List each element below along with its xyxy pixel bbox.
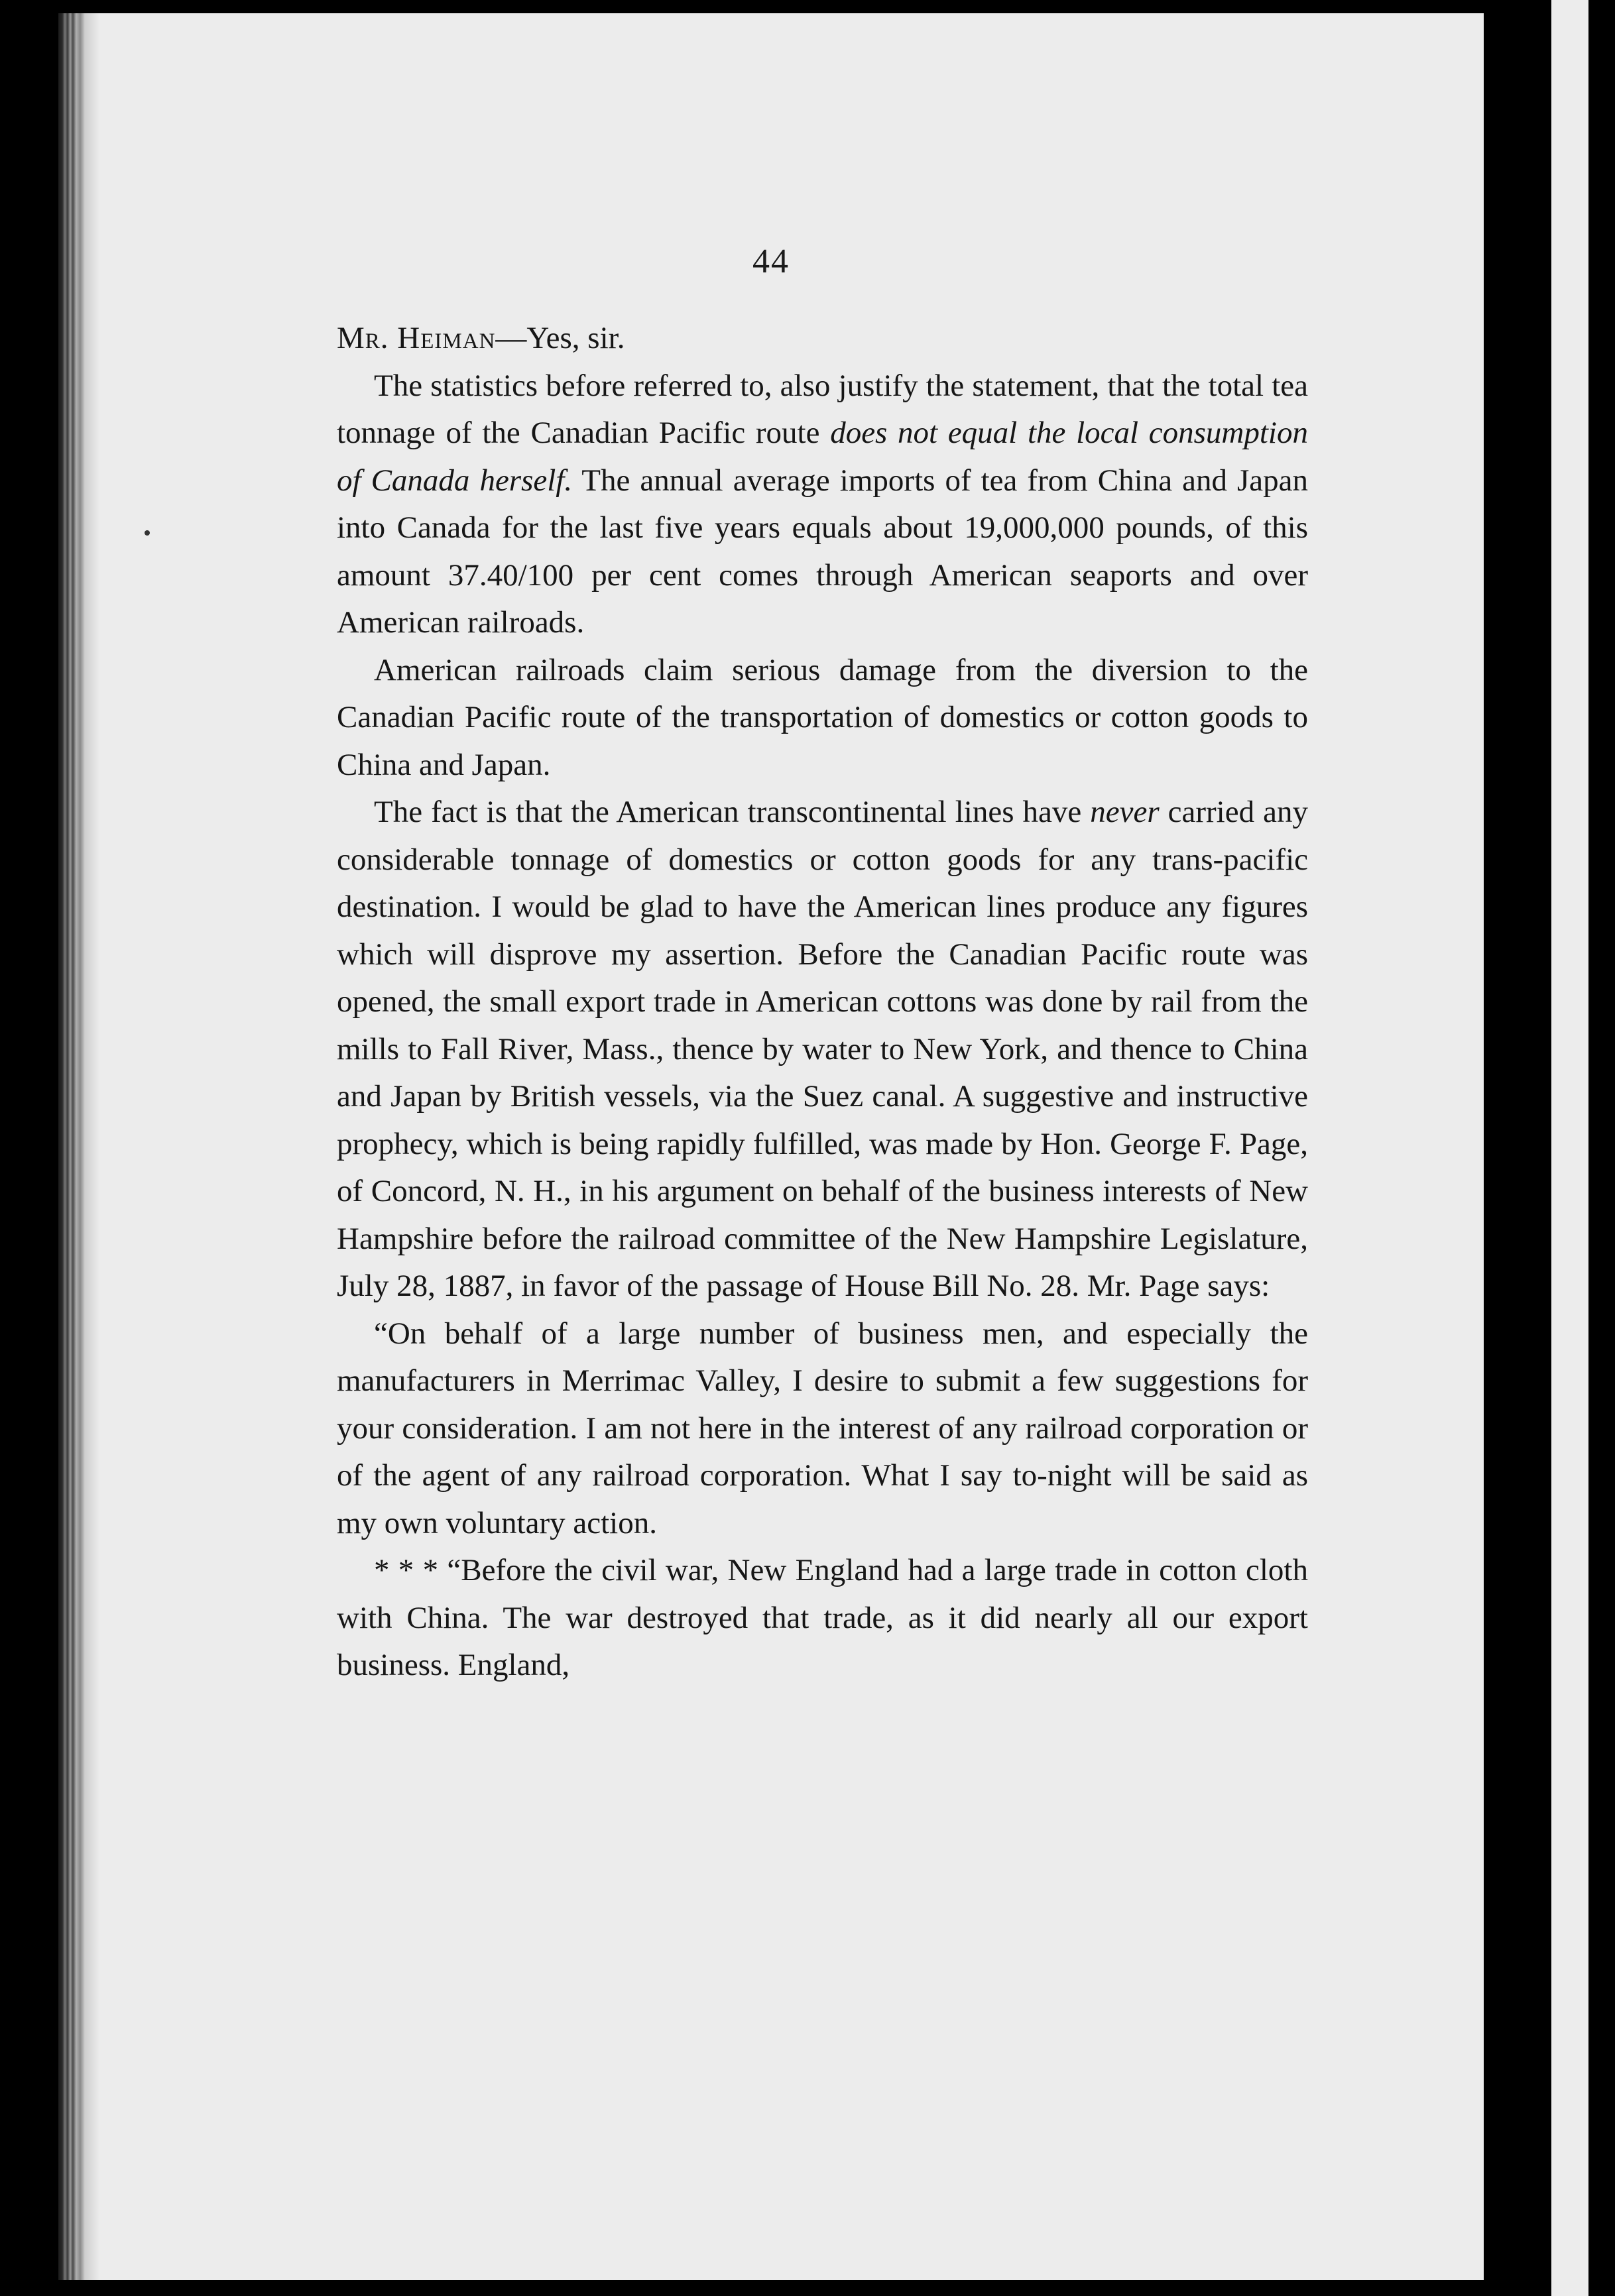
page-binding-shadow — [58, 13, 99, 2280]
paragraph-1-text: —Yes, sir. — [495, 321, 625, 355]
paragraph-4-emphasis: never — [1090, 795, 1160, 829]
book-page — [58, 13, 1484, 2280]
paragraph-2-text-before: The statistics before referred to, also justify the statement, that the total tea tonnage of the Canadian Pacific route — [337, 368, 1308, 450]
facing-page-edge — [1551, 0, 1588, 2296]
margin-speck — [145, 530, 150, 536]
paragraph-1 — [337, 315, 1308, 363]
paragraph-4-text-after: carried any considerable tonnage of domestics or cotton goods for any trans-pacific destination. I would be glad to have the American lines produce any figures which will disprove my assertion. Before the Canadian Pacific route was opened, the small export trade in American cottons was done by rail from the mills to Fall River, Mass., thence by water to New York, and thence to China and Japan by British vessels, via the Suez canal. A suggestive and instructive prophecy, which is being rapidly fulfilled, was made by Hon. George F. Page, of Concord, N. H., in his argument on behalf of the business interests of New Hampshire before the railroad committee of the New Hampshire Legislature, July 28, 1887, in favor of the passage of House Bill No. 28. Mr. Page says: — [337, 795, 1308, 1303]
paragraph-4 — [337, 789, 1308, 1310]
body-text — [337, 315, 1308, 1690]
paragraph-4-text-before: The fact is that the American transcontinental lines have — [374, 795, 1091, 829]
paragraph-2 — [337, 363, 1308, 647]
paragraph-2-emphasis: does not equal the local consumption of Canada herself. — [337, 416, 1308, 498]
paragraph-3: American railroads claim serious damage from the diversion to the Canadian Pacific route of the transportation of domestics or cotton goods to China and Japan. — [337, 652, 1308, 782]
paragraph-5: “On behalf of a large number of business men, and especially the manufacturers in Merrimac Valley, I desire to submit a few suggestions for your consideration. I am not here in the interest of any railroad corporation or of the agent of any railroad corporation. What I say to-night will be said as my own voluntary action. — [337, 1316, 1308, 1540]
paragraph-6: * * * “Before the civil war, New England had a large trade in cotton cloth with China. The war destroyed that trade, as it did nearly all our export business. England, — [337, 1553, 1308, 1682]
paragraph-2-text-after: The annual average imports of tea from China and Japan into Canada for the last five years equals about 19,000,000 pounds, of this amount 37.40/100 per cent comes through American seaports and over American railroads. — [337, 463, 1308, 640]
page-number: 44 — [752, 243, 790, 280]
speaker-name: Mr. Heiman — [337, 321, 496, 355]
